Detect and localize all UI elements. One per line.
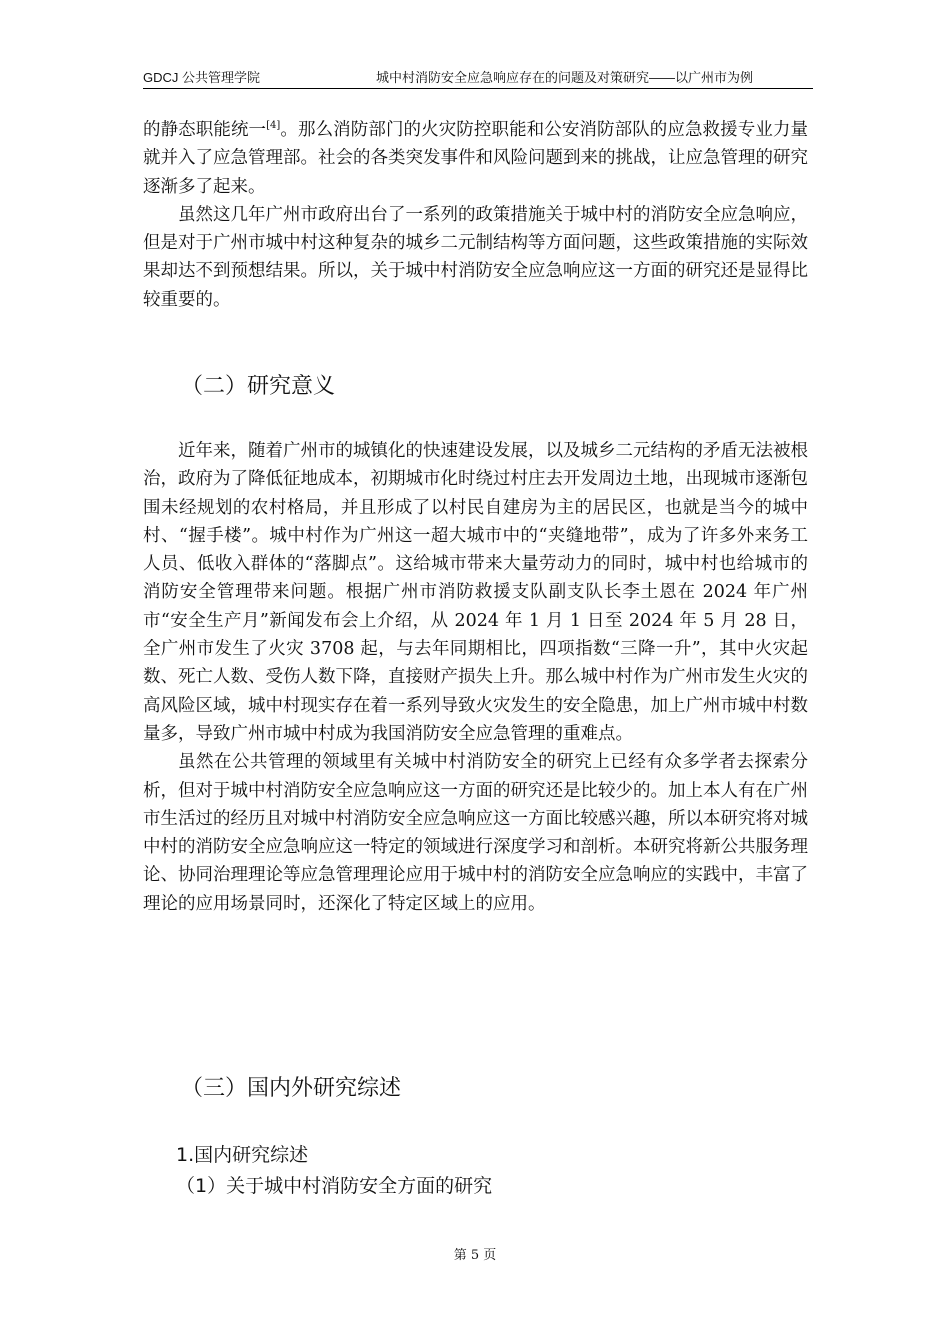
paragraph-motivation: 虽然在公共管理的领域里有关城中村消防安全的研究上已经有众多学者去探索分析，但对于城中村消防安全应急响应这一方面的研究还是比较少的。加上本人有在广州市生活过的经历且对城中村消防安全应急响应这一方面比较感兴趣，所以本研究将对城中村的消防安全应急响应这一特定的领域进行深度学习和剖析。本研究将新公共服务理论、协同治理理论等应急管理理论应用于城中村的消防安全应急响应的实践中，丰富了理论的应用场景同时，还深化了特定区域上的应用。 [143,752,808,914]
paragraph-background: 近年来，随着广州市的城镇化的快速建设发展，以及城乡二元结构的矛盾无法被根治，政府为了降低征地成本，初期城市化时绕过村庄去开发周边土地，出现城市逐渐包围未经规划的农村格局，并且形成了以村民自建房为主的居民区，也就是当今的城中村、“握手楼”。城中村作为广州这一超大城市中的“夹缝地带”，成为了许多外来务工人员、低收入群体的“落脚点”。这给城市带来大量劳动力的同时，城中村也给城市的消防安全管理带来问题。根据广州市消防救援支队副支队长李土恩在 2024 年广州市“安全生产月”新闻发布会上介绍，从 2024 年 1 月 1 日至 2024 年 5 月 28 日，全广州市发生了火灾 3708 起，与去年同期相比，四项指数“三降一升”，其中火灾起数、死亡人数、受伤人数下降，直接财产损失上升。那么城中村作为广州市发生火灾的高风险区域，城中村现实存在着一系列导致火灾发生的安全隐患，加上广州市城中村数量多，导致广州市城中村成为我国消防安全应急管理的重难点。 [143,441,808,744]
section-heading-significance: （二）研究意义 [181,374,336,399]
header-institution: GDCJ 公共管理学院 [143,70,261,85]
paragraph-policy: 虽然这几年广州市政府出台了一系列的政策措施关于城中村的消防安全应急响应，但是对于广州市城中村这种复杂的城乡二元制结构等方面问题，这些政策措施的实际效果却达不到预想结果。所以，关于城中村消防安全应急响应这一方面的研究还是显得比较重要的。 [143,204,808,310]
header-paper-title: 城中村消防安全应急响应存在的问题及对策研究——以广州市为例 [375,70,753,85]
paragraph-continued [143,116,808,201]
section-significance-body [143,437,808,918]
header-divider [143,88,813,89]
subheading-domestic-review: 1.国内研究综述 [176,1144,309,1166]
intro-continuation [143,116,808,314]
section-heading-literature-review: （三）国内外研究综述 [181,1076,402,1101]
paragraph-text-start: 的静态职能统一 [143,120,267,140]
page-header [143,70,813,90]
paragraph-text-rest: 。那么消防部门的火灾防控职能和公安消防部队的应急救援专业力量就并入了应急管理部。社会的各类突发事件和风险问题到来的挑战，让应急管理的研究逐渐多了起来。 [143,120,809,197]
subheading-fire-safety-research: （1）关于城中村消防安全方面的研究 [176,1175,493,1197]
page-number: 第 5 页 [453,1248,497,1263]
citation-ref: [4] [266,120,281,132]
